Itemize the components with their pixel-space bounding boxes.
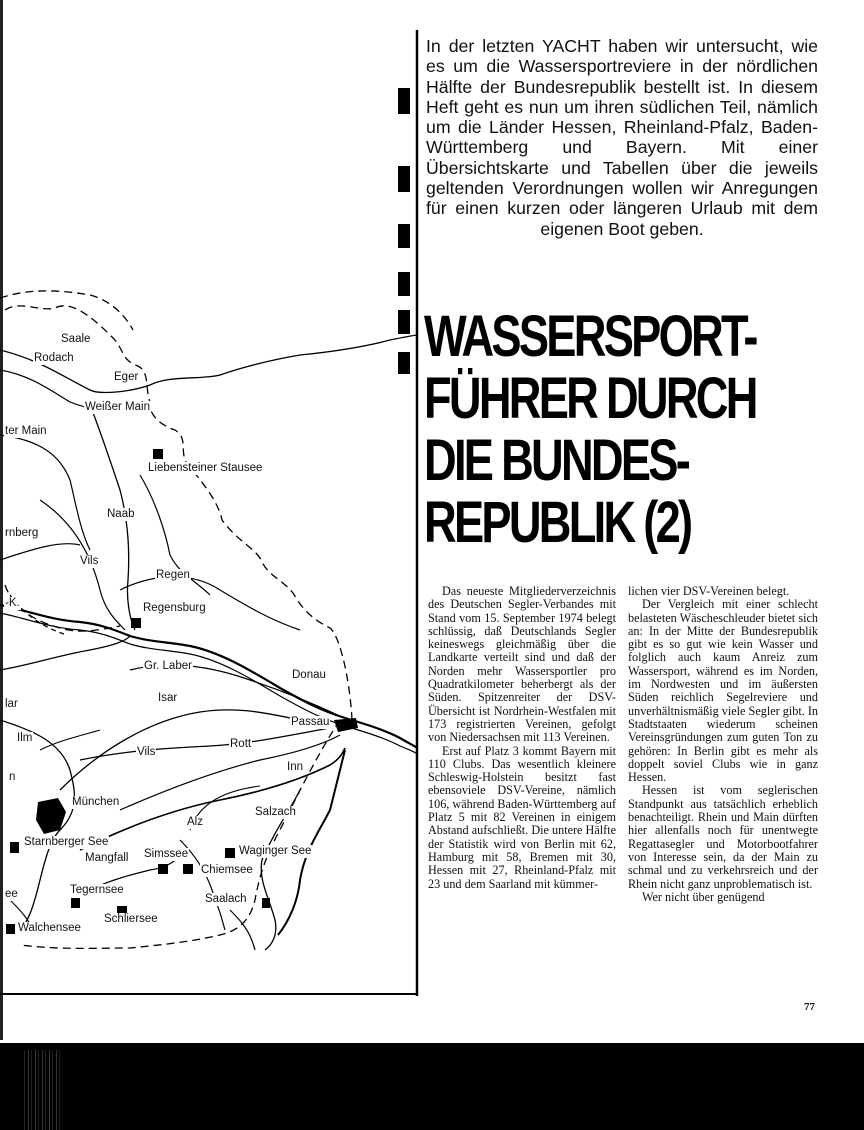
marker-waginger [225, 848, 235, 858]
map-label-ilm: Ilm [17, 732, 33, 744]
map-label-salzach: Salzach [255, 806, 296, 818]
map-label-simssee: Simssee [144, 848, 189, 860]
map-label-roter-main: ter Main [5, 425, 47, 437]
headline [424, 306, 822, 554]
border-thuringia [0, 291, 133, 330]
marker-liebensteiner [153, 449, 163, 459]
scan-bottom-bar [0, 1043, 864, 1130]
intro-text: In der letzten YACHT haben wir untersucht, wie es um die Wassersportreviere in der nördlichen Hälfte der Bundesrepublik bestellt ist. In diesem Heft geht es nun um ihren südlichen Teil, nämlich um die Länder Hessen, Rheinland-Pfalz, Baden-Württemberg und Bayern. Mit einer Übersichtskarte und Tabellen über die jeweils geltenden Verordnungen wollen wir Anregungen für einen kurzen oder längeren Urlaub mit dem eigenen Boot geben. [426, 36, 818, 239]
map-label-nuernberg: rnberg [5, 527, 39, 539]
body-column-1 [428, 585, 616, 891]
map-label-vils-north: Vils [80, 555, 99, 567]
marker-walchensee [6, 924, 15, 934]
paragraph: lichen vier DSV-Vereinen belegt. [628, 584, 790, 598]
map-label-k: -K. [5, 597, 20, 609]
paragraph: Wer nicht über genügend [642, 889, 765, 904]
marker-chiemsee [183, 864, 193, 874]
map-label-muenchen: München [72, 796, 120, 808]
river-pegnitz [0, 544, 80, 560]
headline-line-3: DIE BUNDES- [424, 428, 689, 493]
map-label-saalach: Saalach [205, 893, 247, 905]
headline-line-1: WASSERSPORT- [424, 304, 756, 369]
paragraph: Hessen ist vom seglerischen Standpunkt aus tatsächlich erheblich benachteiligt. Rhein und Main dürften hier allenfalls noch für unentwegte Regattasegler und Motorbootfahrer von Interesse sein, da der Main zu schmal und zu verkehrsreich und der Rhein nicht ganz unproblematisch ist. [628, 783, 818, 891]
marker-starnberger [10, 842, 19, 853]
map-label-naab: Naab [107, 508, 135, 520]
page-number: 77 [804, 1001, 815, 1013]
paragraph: Das neueste Mitgliederverzeichnis des Deutschen Segler-Verbandes mit Stand vom 15. September 1974 belegt schlüssig, daß Deutschlands Segler keineswegs gleichmäßig über die Landkarte verteilt sind und daß der Norden mehr Wassersportler pro Quadratkilometer beherbergt als der Süden. Spitzenreiter der DSV-Übersicht ist Nordrhein-Westfalen mit 173 registrierten Vereinen, gefolgt von Niedersachsen mit 113 Vereinen. [428, 584, 616, 745]
map-label-walchensee: Walchensee [18, 922, 81, 934]
river-ilm [40, 730, 100, 750]
headline-line-4: REPUBLIK (2) [424, 490, 691, 555]
marker-tegernsee [71, 898, 80, 908]
paragraph: Erst auf Platz 3 kommt Bayern mit 110 Clubs. Das wesentlich kleinere Schleswig-Holstein besitzt fast ebensoviele DSV-Vereine, nämlich 106, während Baden-Württemberg auf Platz 5 mit 82 Vereinen in einigem Abstand aufschließt. Die untere Hälfte der Statistik wird von Berlin mit 62, Hamburg mit 58, Bremen mit 30, Hessen mit 27, Rheinland-Pfalz mit 23 und dem Saarland mit kümmer- [428, 743, 616, 891]
marker-passau [334, 718, 358, 732]
map-label-inn: Inn [287, 761, 303, 773]
marker-simssee [158, 864, 168, 874]
marker-regensburg [131, 618, 141, 628]
map-label-tegernsee: Tegernsee [70, 884, 124, 896]
map-label-vils-south: Vils [137, 746, 156, 758]
map-label-isar: Isar [158, 692, 178, 704]
body-column-2 [628, 585, 818, 904]
map-label-eger: Eger [114, 371, 139, 383]
paragraph: Der Vergleich mit einer schlecht belasteten Wäscheschleuder bietet sich an: In der Mitte der Bundesrepublik gibt es so gut wie kein Wasser und folglich auch kaum Anreiz zum Wassersport, während es im Norden, im Nordwesten und im äußersten Süden reichlich Segelreviere und unverhältnismäßig viele Segler gibt. In Stadtstaaten wiederum scheinen Vereinsgründungen zum guten Ton zu gehören: In Berlin gibt es mehr als doppelt soviel Clubs wie in ganz Hessen. [628, 597, 818, 785]
scan-streaks [22, 1050, 62, 1130]
margin-tick-marks [398, 36, 412, 996]
map-label-schliersee: Schliersee [104, 913, 158, 925]
map-label-waginger: Waginger See [239, 845, 312, 857]
map-label-regen: Regen [156, 569, 190, 581]
map-label-donau: Donau [292, 669, 326, 681]
map-label-saale: Saale [61, 333, 91, 345]
border-west [5, 585, 120, 631]
map-label-passau: Passau [291, 716, 330, 728]
river-inn-south [278, 750, 345, 935]
map-label-starnberger: Starnberger See [24, 836, 109, 848]
map-label-mangfall: Mangfall [85, 852, 129, 864]
map-label-chiemsee: Chiemsee [201, 864, 253, 876]
map-label-ee: ee [5, 888, 18, 900]
map-label-n: n [9, 771, 16, 783]
map-label-rott: Rott [230, 738, 252, 750]
map-label-weisser-main: Weißer Main [85, 401, 150, 413]
map-drawing [0, 30, 420, 996]
map [0, 30, 420, 996]
map-label-alz: Alz [187, 816, 203, 828]
headline-line-2: FÜHRER DURCH [424, 366, 756, 431]
river-isar-lower [60, 710, 300, 790]
marker-saalach [262, 898, 270, 908]
river-altmuehl [0, 636, 130, 670]
map-label-liebensteiner: Liebensteiner Stausee [148, 462, 263, 474]
map-label-rodach: Rodach [34, 352, 74, 364]
map-label-regensburg: Regensburg [143, 602, 206, 614]
map-label-lar: lar [5, 698, 18, 710]
map-label-gr-laber: Gr. Laber [144, 660, 192, 672]
